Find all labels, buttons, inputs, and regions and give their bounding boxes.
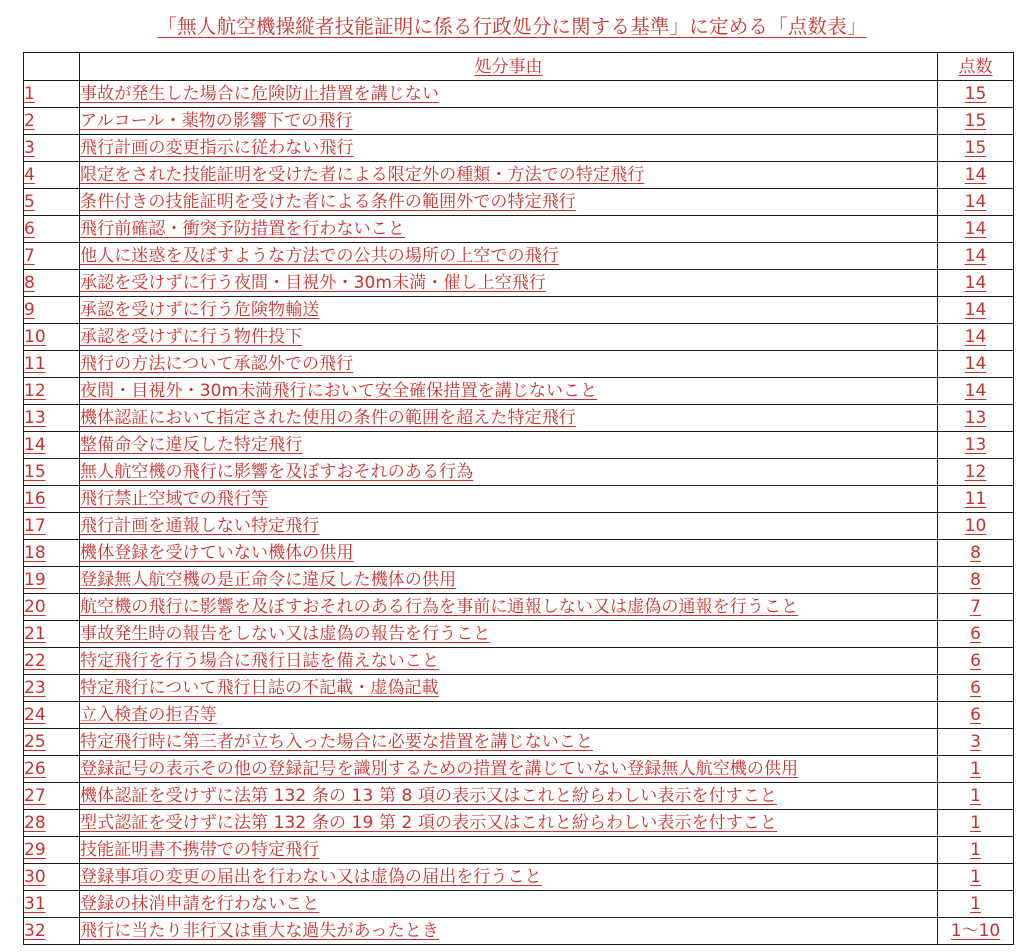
row-points-cell (938, 594, 1014, 621)
row-number-cell (24, 837, 80, 864)
row-number-cell (24, 108, 80, 135)
header-number (24, 53, 80, 81)
row-reason-cell (80, 486, 938, 513)
row-reason-cell (80, 729, 938, 756)
row-points-cell (938, 837, 1014, 864)
row-reason-cell (80, 513, 938, 540)
row-reason: 登録無人航空機の是正命令に違反した機体の供用 (80, 570, 457, 590)
row-reason-cell (80, 297, 938, 324)
header-reason-label: 処分事由 (474, 56, 543, 77)
row-points-cell (938, 729, 1014, 756)
row-points-cell (938, 702, 1014, 729)
row-reason-cell (80, 756, 938, 783)
row-number: 32 (24, 921, 46, 941)
row-reason: 事故発生時の報告をしない又は虚偽の報告を行うこと (80, 624, 491, 644)
row-number-cell (24, 513, 80, 540)
row-number: 16 (24, 489, 46, 509)
row-number-cell (24, 783, 80, 810)
row-reason: アルコール・薬物の影響下での飛行 (80, 111, 353, 131)
row-reason-cell (80, 216, 938, 243)
table-row (24, 729, 1014, 756)
points-table (23, 52, 1014, 945)
row-number-cell (24, 675, 80, 702)
table-row (24, 324, 1014, 351)
row-number: 31 (24, 894, 46, 914)
row-points-cell (938, 189, 1014, 216)
table-header-row (24, 53, 1014, 81)
row-points: 6 (970, 678, 981, 698)
row-points: 1 (970, 759, 981, 779)
row-number: 17 (24, 516, 46, 536)
row-number-cell (24, 351, 80, 378)
row-reason-cell (80, 675, 938, 702)
row-reason: 立入検査の拒否等 (80, 705, 217, 725)
row-points: 12 (964, 462, 987, 482)
row-points: 14 (964, 381, 987, 401)
table-row (24, 540, 1014, 567)
row-points: 15 (964, 111, 987, 131)
row-reason-cell (80, 135, 938, 162)
row-number: 21 (24, 624, 46, 644)
row-number: 27 (24, 786, 46, 806)
table-row (24, 135, 1014, 162)
row-number: 29 (24, 840, 46, 860)
page-title (0, 10, 1024, 44)
row-points: 6 (970, 624, 981, 644)
table-row (24, 513, 1014, 540)
row-points-cell (938, 459, 1014, 486)
row-reason-cell (80, 270, 938, 297)
row-points: 13 (964, 408, 987, 428)
row-reason-cell (80, 567, 938, 594)
row-reason-cell (80, 810, 938, 837)
row-number: 10 (24, 327, 46, 347)
row-number: 15 (24, 462, 46, 482)
row-number-cell (24, 648, 80, 675)
row-number-cell (24, 405, 80, 432)
row-number: 6 (24, 219, 35, 239)
row-reason: 機体登録を受けていない機体の供用 (80, 543, 354, 563)
table-row (24, 675, 1014, 702)
row-number: 12 (24, 381, 46, 401)
row-points: 7 (970, 597, 981, 617)
row-points-cell (938, 918, 1014, 945)
table-row (24, 81, 1014, 108)
row-points: 14 (964, 354, 987, 374)
row-reason-cell (80, 621, 938, 648)
row-points: 3 (970, 732, 981, 752)
row-number-cell (24, 135, 80, 162)
row-points-cell (938, 324, 1014, 351)
table-row (24, 594, 1014, 621)
row-number: 26 (24, 759, 46, 779)
row-reason: 飛行禁止空域での飛行等 (80, 489, 269, 509)
row-points-cell (938, 486, 1014, 513)
row-reason: 登録の抹消申請を行わないこと (80, 894, 320, 914)
row-points-cell (938, 864, 1014, 891)
row-points-cell (938, 216, 1014, 243)
row-points-cell (938, 297, 1014, 324)
row-points: 14 (964, 246, 987, 266)
row-reason-cell (80, 837, 938, 864)
row-reason: 飛行計画を通報しない特定飛行 (80, 516, 320, 536)
row-reason-cell (80, 594, 938, 621)
row-number: 3 (24, 138, 35, 158)
header-reason (80, 53, 938, 81)
row-points-cell (938, 891, 1014, 918)
row-reason: 登録記号の表示その他の登録記号を識別するための措置を講じていない登録無人航空機の供用 (80, 759, 799, 779)
row-points: 1 (970, 786, 981, 806)
row-points-cell (938, 810, 1014, 837)
table-row (24, 405, 1014, 432)
header-points-label: 点数 (958, 56, 993, 77)
row-reason: 航空機の飛行に影響を及ぼすおそれのある行為を事前に通報しない又は虚偽の通報を行うこと (80, 597, 799, 617)
table-row (24, 918, 1014, 945)
row-number-cell (24, 702, 80, 729)
row-points-cell (938, 405, 1014, 432)
row-number-cell (24, 567, 80, 594)
row-number: 8 (24, 273, 35, 293)
row-points-cell (938, 378, 1014, 405)
row-points-cell (938, 81, 1014, 108)
row-reason: 特定飛行について飛行日誌の不記載・虚偽記載 (80, 678, 439, 698)
table-row (24, 567, 1014, 594)
row-number: 4 (24, 165, 35, 185)
row-points-cell (938, 567, 1014, 594)
row-reason: 登録事項の変更の届出を行わない又は虚偽の届出を行うこと (80, 867, 542, 887)
table-row (24, 648, 1014, 675)
row-number-cell (24, 243, 80, 270)
row-points: 11 (964, 489, 987, 509)
row-reason: 夜間・目視外・30m未満飛行において安全確保措置を講じないこと (80, 381, 598, 401)
table-row (24, 432, 1014, 459)
row-points: 14 (964, 300, 987, 320)
row-reason: 特定飛行時に第三者が立ち入った場合に必要な措置を講じないこと (80, 732, 593, 752)
row-reason-cell (80, 918, 938, 945)
row-points: 1 (970, 867, 981, 887)
row-points-cell (938, 351, 1014, 378)
header-points (938, 53, 1014, 81)
row-points-cell (938, 648, 1014, 675)
row-number-cell (24, 891, 80, 918)
row-number-cell (24, 432, 80, 459)
row-reason: 承認を受けずに行う物件投下 (80, 327, 303, 347)
row-reason-cell (80, 702, 938, 729)
table-row (24, 756, 1014, 783)
row-reason: 機体認証を受けずに法第 132 条の 13 第 8 項の表示又はこれと紛らわしい表示を付すこと (80, 786, 778, 806)
row-points-cell (938, 621, 1014, 648)
row-reason: 条件付きの技能証明を受けた者による条件の範囲外での特定飛行 (80, 192, 576, 212)
row-number: 25 (24, 732, 46, 752)
row-reason: 承認を受けずに行う危険物輸送 (80, 300, 320, 320)
row-number: 24 (24, 705, 46, 725)
row-number-cell (24, 621, 80, 648)
row-points-cell (938, 108, 1014, 135)
row-reason: 無人航空機の飛行に影響を及ぼすおそれのある行為 (80, 462, 474, 482)
row-number: 19 (24, 570, 46, 590)
row-number: 14 (24, 435, 46, 455)
row-reason-cell (80, 864, 938, 891)
row-reason: 機体認証において指定された使用の条件の範囲を超えた特定飛行 (80, 408, 576, 428)
row-reason: 特定飛行を行う場合に飛行日誌を備えないこと (80, 651, 440, 671)
row-reason-cell (80, 540, 938, 567)
table-row (24, 837, 1014, 864)
table-row (24, 810, 1014, 837)
row-reason: 承認を受けずに行う夜間・目視外・30m未満・催し上空飛行 (80, 273, 546, 293)
row-reason-cell (80, 648, 938, 675)
row-number-cell (24, 459, 80, 486)
row-number: 13 (24, 408, 46, 428)
row-number-cell (24, 297, 80, 324)
row-reason: 限定をされた技能証明を受けた者による限定外の種類・方法での特定飛行 (80, 165, 645, 185)
table-body (24, 81, 1014, 945)
row-number-cell (24, 162, 80, 189)
row-points: 8 (970, 543, 981, 563)
row-points: 14 (964, 165, 987, 185)
row-points: 6 (970, 651, 981, 671)
row-points-cell (938, 513, 1014, 540)
row-reason-cell (80, 891, 938, 918)
row-points: 15 (964, 84, 987, 104)
row-points-cell (938, 756, 1014, 783)
row-points: 6 (970, 705, 981, 725)
row-number: 18 (24, 543, 46, 563)
row-number-cell (24, 810, 80, 837)
row-number-cell (24, 378, 80, 405)
row-number-cell (24, 594, 80, 621)
row-points-cell (938, 135, 1014, 162)
table-row (24, 486, 1014, 513)
table-row (24, 864, 1014, 891)
row-points-cell (938, 675, 1014, 702)
row-number-cell (24, 540, 80, 567)
table-row (24, 108, 1014, 135)
row-reason: 他人に迷惑を及ぼすような方法での公共の場所の上空での飛行 (80, 246, 559, 266)
table-row (24, 702, 1014, 729)
row-reason-cell (80, 405, 938, 432)
page-title-text: 「無人航空機操縦者技能証明に係る行政処分に関する基準」に定める「点数表」 (157, 15, 867, 38)
row-reason-cell (80, 432, 938, 459)
row-points-cell (938, 243, 1014, 270)
row-reason-cell (80, 189, 938, 216)
table-row (24, 297, 1014, 324)
row-number: 30 (24, 867, 46, 887)
table-row (24, 243, 1014, 270)
row-reason: 飛行前確認・衝突予防措置を行わないこと (80, 219, 405, 239)
table-row (24, 351, 1014, 378)
row-points-cell (938, 783, 1014, 810)
row-number: 5 (24, 192, 35, 212)
row-points: 1〜10 (950, 921, 1001, 941)
row-number: 2 (24, 111, 35, 131)
row-points: 10 (964, 516, 987, 536)
row-reason-cell (80, 783, 938, 810)
table-row (24, 378, 1014, 405)
row-number: 9 (24, 300, 35, 320)
row-points: 1 (970, 813, 981, 833)
row-reason-cell (80, 81, 938, 108)
row-points-cell (938, 270, 1014, 297)
row-points: 1 (970, 840, 981, 860)
table-row (24, 270, 1014, 297)
row-reason: 型式認証を受けずに法第 132 条の 19 第 2 項の表示又はこれと紛らわしい表示を付すこと (80, 813, 778, 833)
row-reason-cell (80, 351, 938, 378)
row-number-cell (24, 324, 80, 351)
table-row (24, 459, 1014, 486)
row-number-cell (24, 918, 80, 945)
row-reason-cell (80, 378, 938, 405)
row-points: 1 (970, 894, 981, 914)
row-points: 14 (964, 273, 987, 293)
row-number-cell (24, 81, 80, 108)
row-points: 13 (964, 435, 987, 455)
row-reason: 技能証明書不携帯での特定飛行 (80, 840, 320, 860)
row-number-cell (24, 756, 80, 783)
row-number-cell (24, 729, 80, 756)
table-row (24, 216, 1014, 243)
row-points-cell (938, 540, 1014, 567)
row-points: 14 (964, 327, 987, 347)
row-reason: 飛行計画の変更指示に従わない飛行 (80, 138, 354, 158)
row-number-cell (24, 189, 80, 216)
table-row (24, 162, 1014, 189)
row-reason: 整備命令に違反した特定飛行 (80, 435, 303, 455)
row-reason-cell (80, 108, 938, 135)
table-row (24, 783, 1014, 810)
row-reason: 飛行に当たり非行又は重大な過失があったとき (80, 921, 439, 941)
table-row (24, 891, 1014, 918)
row-points-cell (938, 432, 1014, 459)
table-row (24, 189, 1014, 216)
row-points: 15 (964, 138, 987, 158)
row-number-cell (24, 486, 80, 513)
row-number: 7 (24, 246, 35, 266)
row-number-cell (24, 216, 80, 243)
row-reason: 事故が発生した場合に危険防止措置を講じない (80, 84, 440, 104)
row-number-cell (24, 864, 80, 891)
row-points: 14 (964, 219, 987, 239)
table-row (24, 621, 1014, 648)
row-points-cell (938, 162, 1014, 189)
row-reason-cell (80, 243, 938, 270)
row-number-cell (24, 270, 80, 297)
row-points: 14 (964, 192, 987, 212)
row-reason-cell (80, 162, 938, 189)
row-number: 11 (24, 354, 46, 374)
row-reason-cell (80, 324, 938, 351)
row-number: 22 (24, 651, 46, 671)
row-number: 28 (24, 813, 46, 833)
row-number: 20 (24, 597, 46, 617)
row-points: 8 (970, 570, 981, 590)
row-number: 1 (24, 84, 35, 104)
row-number: 23 (24, 678, 46, 698)
row-reason: 飛行の方法について承認外での飛行 (80, 354, 354, 374)
row-reason-cell (80, 459, 938, 486)
